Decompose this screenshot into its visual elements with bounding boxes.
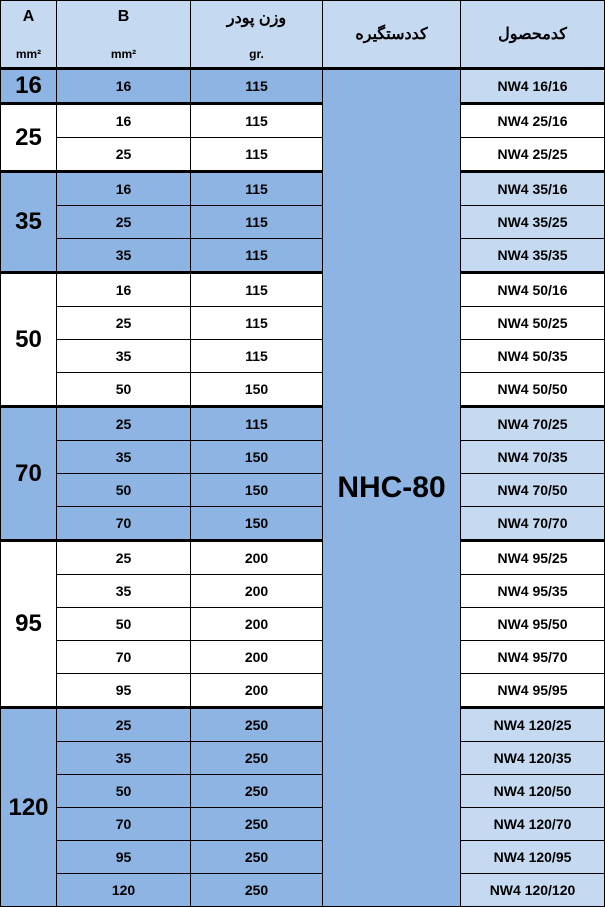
a-size-cell: 35 [1, 172, 57, 273]
table-row [1, 674, 605, 708]
table-row [1, 206, 605, 239]
product-code-cell: NW4 95/95 [461, 674, 605, 708]
powder-weight-cell: 250 [191, 874, 323, 907]
product-code-cell: NW4 50/50 [461, 373, 605, 407]
a-size-cell: 25 [1, 104, 57, 172]
product-code-cell: NW4 120/25 [461, 708, 605, 742]
product-code-cell: NW4 50/25 [461, 307, 605, 340]
a-size-cell: 16 [1, 69, 57, 104]
b-size-cell: 25 [57, 206, 191, 239]
b-size-cell: 70 [57, 808, 191, 841]
b-size-cell: 25 [57, 307, 191, 340]
b-size-cell: 25 [57, 541, 191, 575]
table-row [1, 541, 605, 575]
table-row [1, 841, 605, 874]
table-row [1, 808, 605, 841]
product-code-cell: NW4 120/95 [461, 841, 605, 874]
product-code-cell: NW4 95/50 [461, 608, 605, 641]
powder-weight-cell: 115 [191, 340, 323, 373]
b-size-cell: 95 [57, 841, 191, 874]
b-size-cell: 25 [57, 407, 191, 441]
b-size-cell: 50 [57, 608, 191, 641]
powder-weight-cell: 115 [191, 138, 323, 172]
powder-weight-cell: 250 [191, 708, 323, 742]
table-row [1, 273, 605, 307]
powder-weight-cell: 150 [191, 507, 323, 541]
table-row [1, 608, 605, 641]
table-row [1, 104, 605, 138]
header-weight-label: وزن پودر [226, 10, 287, 27]
table-row [1, 874, 605, 907]
a-size-cell: 95 [1, 541, 57, 708]
product-code-cell: NW4 120/50 [461, 775, 605, 808]
product-code-cell: NW4 25/25 [461, 138, 605, 172]
product-code-cell: NW4 120/70 [461, 808, 605, 841]
table-row [1, 340, 605, 373]
table-row [1, 307, 605, 340]
b-size-cell: 25 [57, 138, 191, 172]
header-a [1, 1, 57, 69]
powder-weight-cell: 115 [191, 104, 323, 138]
table-row [1, 775, 605, 808]
b-size-cell: 50 [57, 373, 191, 407]
product-code-cell: NW4 25/16 [461, 104, 605, 138]
header-a-unit: mm² [15, 47, 42, 61]
b-size-cell: 16 [57, 69, 191, 104]
powder-weight-cell: 150 [191, 441, 323, 474]
header-b-unit: mm² [110, 47, 137, 61]
table-row [1, 239, 605, 273]
spec-table-body [1, 69, 605, 907]
table-row [1, 708, 605, 742]
header-b [57, 1, 191, 69]
product-code-cell: NW4 35/35 [461, 239, 605, 273]
b-size-cell: 35 [57, 441, 191, 474]
table-row [1, 172, 605, 206]
b-size-cell: 16 [57, 273, 191, 307]
powder-weight-cell: 115 [191, 206, 323, 239]
powder-weight-cell: 115 [191, 273, 323, 307]
b-size-cell: 95 [57, 674, 191, 708]
table-row [1, 474, 605, 507]
product-code-cell: NW4 50/35 [461, 340, 605, 373]
b-size-cell: 25 [57, 708, 191, 742]
b-size-cell: 120 [57, 874, 191, 907]
product-code-cell: NW4 70/35 [461, 441, 605, 474]
product-code-cell: NW4 95/70 [461, 641, 605, 674]
product-code-cell: NW4 35/16 [461, 172, 605, 206]
header-product-code: کدمحصول [461, 1, 605, 69]
table-row [1, 407, 605, 441]
table-row [1, 138, 605, 172]
header-weight-unit: gr. [249, 47, 264, 61]
product-code-cell: NW4 16/16 [461, 69, 605, 104]
header-weight [191, 1, 323, 69]
table-row [1, 742, 605, 775]
product-code-cell: NW4 120/35 [461, 742, 605, 775]
powder-weight-cell: 115 [191, 239, 323, 273]
table-row [1, 507, 605, 541]
header-handle-code: کددستگیره [323, 1, 461, 69]
powder-weight-cell: 200 [191, 541, 323, 575]
handle-code-cell: NHC-80 [323, 69, 461, 907]
product-code-cell: NW4 70/25 [461, 407, 605, 441]
table-row [1, 69, 605, 104]
b-size-cell: 70 [57, 507, 191, 541]
a-size-cell: 120 [1, 708, 57, 907]
table-row [1, 441, 605, 474]
a-size-cell: 50 [1, 273, 57, 407]
b-size-cell: 35 [57, 742, 191, 775]
b-size-cell: 50 [57, 775, 191, 808]
powder-weight-cell: 200 [191, 674, 323, 708]
product-code-cell: NW4 35/25 [461, 206, 605, 239]
b-size-cell: 16 [57, 104, 191, 138]
b-size-cell: 16 [57, 172, 191, 206]
header-b-label: B [117, 8, 130, 25]
product-code-cell: NW4 70/50 [461, 474, 605, 507]
powder-weight-cell: 250 [191, 841, 323, 874]
product-code-cell: NW4 50/16 [461, 273, 605, 307]
product-code-cell: NW4 95/35 [461, 575, 605, 608]
b-size-cell: 70 [57, 641, 191, 674]
table-row [1, 575, 605, 608]
powder-weight-cell: 250 [191, 775, 323, 808]
product-code-cell: NW4 95/25 [461, 541, 605, 575]
product-code-cell: NW4 120/120 [461, 874, 605, 907]
b-size-cell: 50 [57, 474, 191, 507]
powder-weight-cell: 200 [191, 575, 323, 608]
powder-weight-cell: 200 [191, 608, 323, 641]
b-size-cell: 35 [57, 340, 191, 373]
powder-weight-cell: 200 [191, 641, 323, 674]
product-code-cell: NW4 70/70 [461, 507, 605, 541]
b-size-cell: 35 [57, 575, 191, 608]
table-row [1, 641, 605, 674]
b-size-cell: 35 [57, 239, 191, 273]
powder-weight-cell: 150 [191, 373, 323, 407]
powder-weight-cell: 115 [191, 172, 323, 206]
a-size-cell: 70 [1, 407, 57, 541]
header-a-label: A [22, 8, 35, 25]
powder-weight-cell: 115 [191, 407, 323, 441]
header-row [1, 1, 605, 69]
powder-weight-cell: 150 [191, 474, 323, 507]
powder-weight-cell: 250 [191, 742, 323, 775]
table-row [1, 373, 605, 407]
powder-weight-cell: 250 [191, 808, 323, 841]
powder-weight-cell: 115 [191, 307, 323, 340]
powder-weight-cell: 115 [191, 69, 323, 104]
